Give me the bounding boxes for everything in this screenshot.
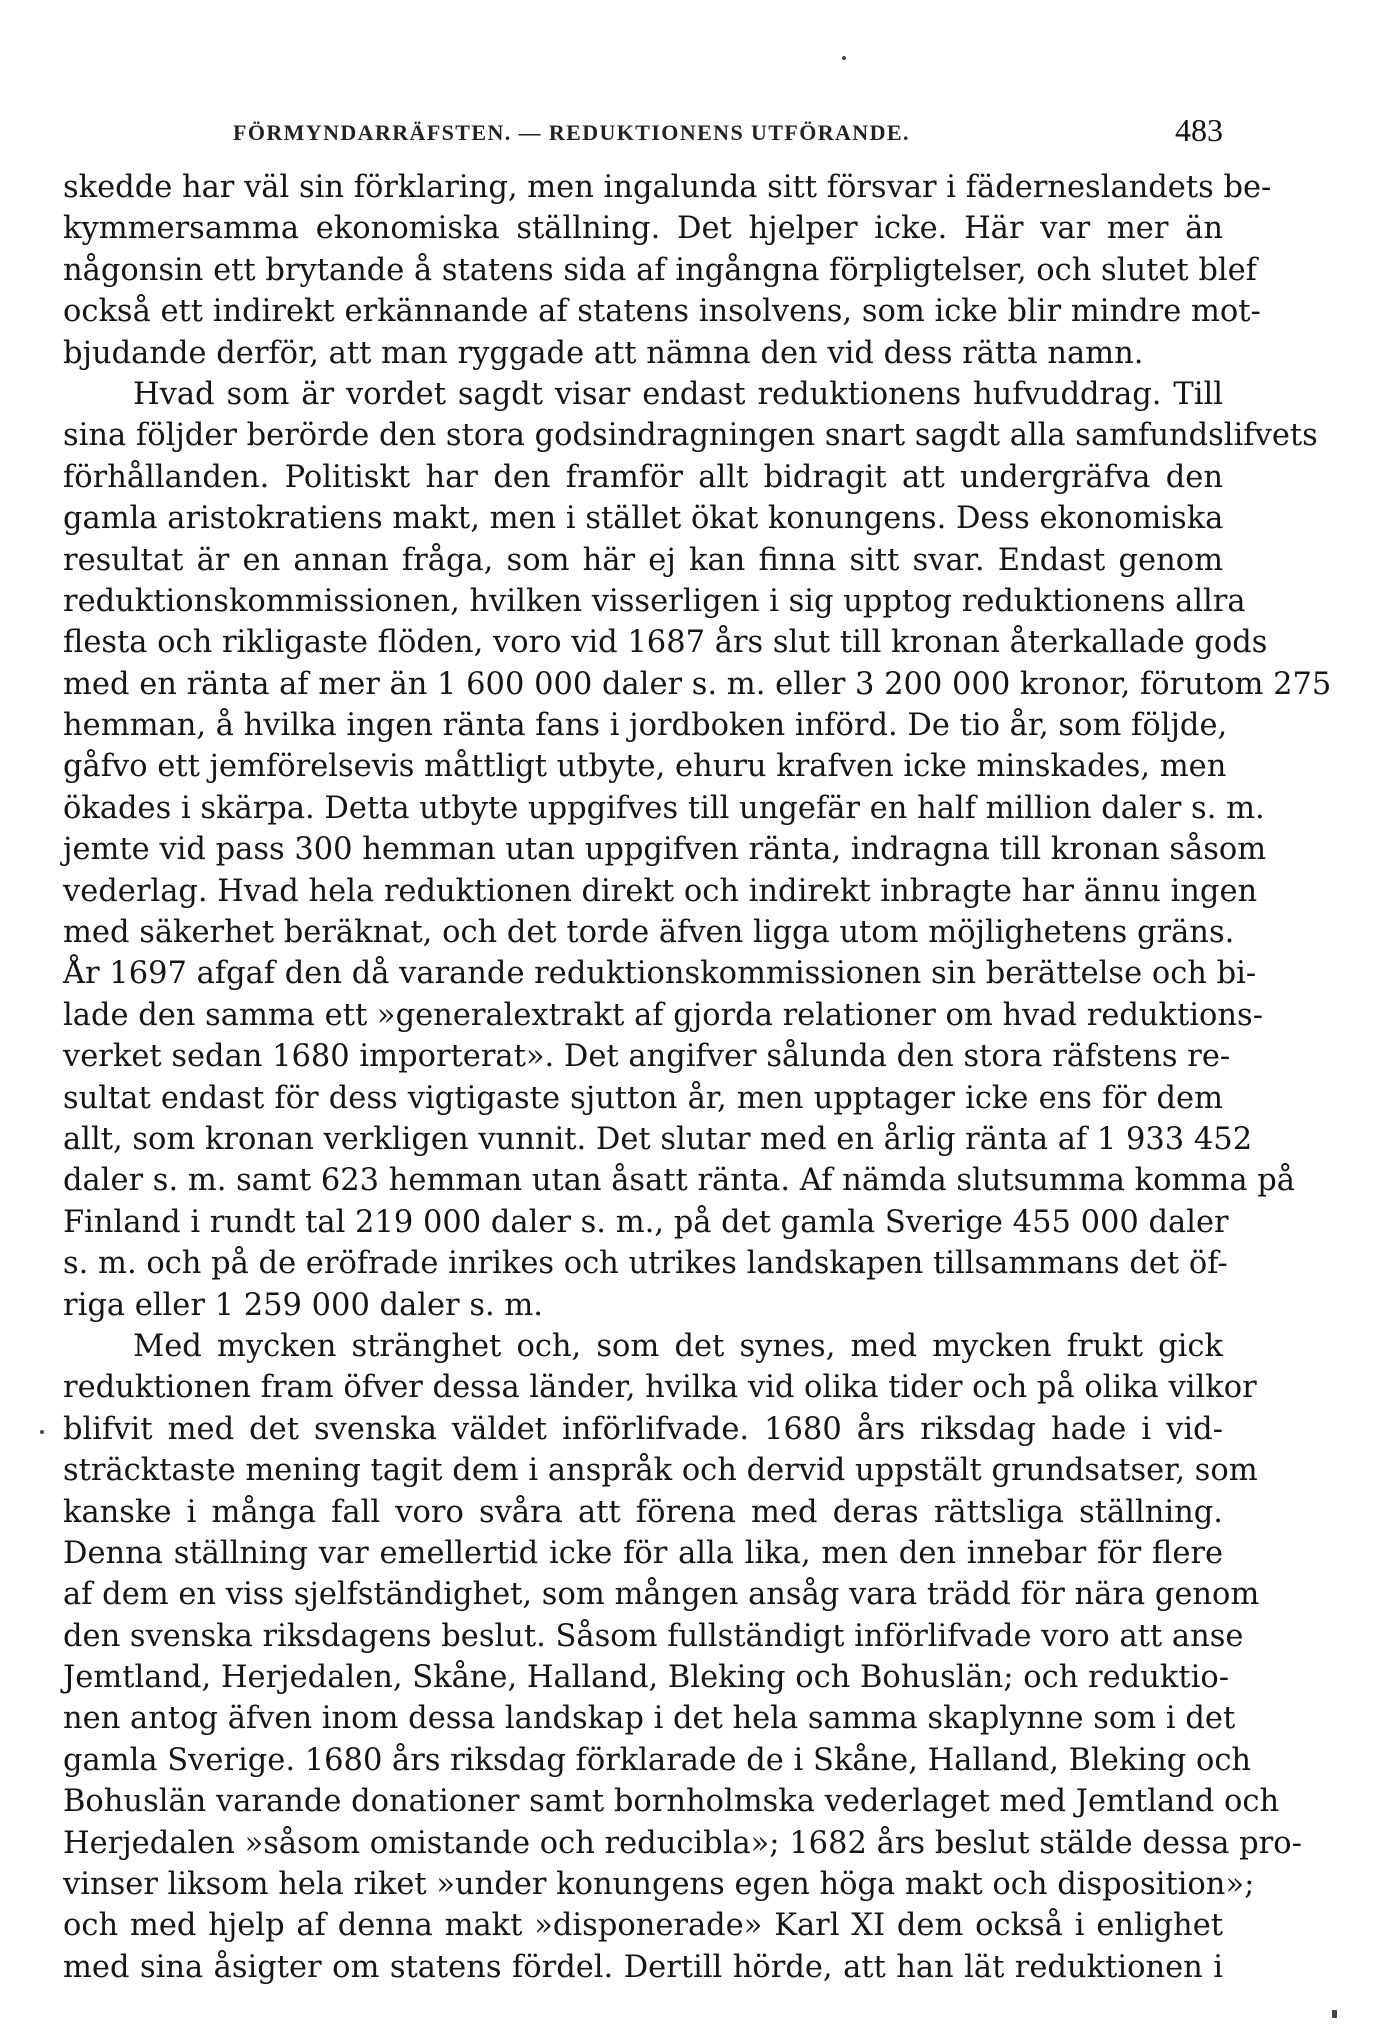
text-line: Bohuslän varande donationer samt bornholmska vederlaget med Jemtland och xyxy=(63,1784,1280,1820)
text-line: sultat endast för dess vigtigaste sjutton år, men upptager icke ens för dem xyxy=(63,1080,1223,1116)
text-line: med säkerhet beräknat, och det torde äfven ligga utom möjlighetens gräns. xyxy=(63,915,1235,951)
text-line: verket sedan 1680 importerat». Det angifver sålunda den stora räfstens re- xyxy=(63,1039,1231,1075)
text-line: Denna ställning var emellertid icke för alla lika, men den innebar för flere xyxy=(63,1535,1223,1571)
text-line: ökades i skärpa. Detta utbyte uppgifves till ungefär en half million daler s. m. xyxy=(63,790,1265,826)
text-line: gamla aristokratiens makt, men i stället ökat konungens. Dess ekonomiska xyxy=(63,501,1224,537)
text-line: Herjedalen »såsom omistande och reducibla»; 1682 års beslut stälde dessa pro- xyxy=(63,1825,1302,1861)
running-title: FÖRMYNDARRÄFSTEN. — REDUKTIONENS UTFÖRANDE. xyxy=(233,120,910,145)
text-line: sträcktaste mening tagit dem i anspråk och dervid uppstält grundsatser, som xyxy=(63,1453,1258,1489)
text-line: den svenska riksdagens beslut. Såsom fullständigt införlifvade voro att anse xyxy=(63,1618,1244,1654)
running-header xyxy=(63,112,1223,152)
text-line: Hvad som är vordet sagdt visar endast reduktionens hufvuddrag. Till xyxy=(133,376,1223,412)
text-line: sina följder berörde den stora godsindragningen snart sagdt alla samfundslifvets xyxy=(63,418,1318,454)
text-line: reduktionskommissionen, hvilken visserligen i sig upptog reduktionens allra xyxy=(63,583,1246,619)
text-line: också ett indirekt erkännande af statens insolvens, som icke blir mindre mot- xyxy=(63,294,1261,330)
text-line: Jemtland, Herjedalen, Skåne, Halland, Bleking och Bohuslän; och reduktio- xyxy=(63,1660,1230,1696)
text-line: någonsin ett brytande å statens sida af ingångna förpligtelser, och slutet blef xyxy=(63,252,1257,288)
text-line: af dem en viss sjelfständighet, som mången ansåg vara trädd för nära genom xyxy=(63,1577,1260,1613)
text-line: Med mycken stränghet och, som det synes, med mycken frukt gick xyxy=(133,1328,1223,1364)
stray-dot-mark xyxy=(40,1430,44,1434)
text-line: daler s. m. samt 623 hemman utan åsatt ränta. Af nämda slutsumma komma på xyxy=(63,1163,1295,1199)
text-line: gåfvo ett jemförelsevis måttligt utbyte, ehuru krafven icke minskades, men xyxy=(63,749,1227,785)
text-line: vinser liksom hela riket »under konungens egen höga makt och disposition»; xyxy=(63,1867,1255,1903)
text-line: resultat är en annan fråga, som här ej kan finna sitt svar. Endast genom xyxy=(63,542,1223,578)
text-line: med sina åsigter om statens fördel. Dertill hörde, att han lät reduktionen i xyxy=(63,1949,1223,1985)
text-line: vederlag. Hvad hela reduktionen direkt och indirekt inbragte har ännu ingen xyxy=(63,873,1258,909)
text-line: bjudande derför, att man ryggade att nämna den vid dess rätta namn. xyxy=(63,335,1144,371)
text-line: jemte vid pass 300 hemman utan uppgifven ränta, indragna till kronan såsom xyxy=(63,832,1267,868)
text-line: År 1697 afgaf den då varande reduktionskommissionen sin berättelse och bi- xyxy=(63,956,1257,992)
text-line: flesta och rikligaste flöden, voro vid 1687 års slut till kronan återkallade gods xyxy=(63,625,1268,661)
text-line: s. m. och på de eröfrade inrikes och utrikes landskapen tillsammans det öf- xyxy=(63,1246,1228,1282)
text-line: allt, som kronan verkligen vunnit. Det slutar med en årlig ränta af 1 933 452 xyxy=(63,1121,1253,1157)
text-line: riga eller 1 259 000 daler s. m. xyxy=(63,1287,543,1323)
text-line: gamla Sverige. 1680 års riksdag förklarade de i Skåne, Halland, Bleking och xyxy=(63,1742,1252,1778)
text-line: och med hjelp af denna makt »disponerade» Karl XI dem också i enlighet xyxy=(63,1908,1223,1944)
stray-dot-mark xyxy=(842,56,846,60)
text-line: skedde har väl sin förklaring, men ingalunda sitt försvar i fäderneslandets be- xyxy=(63,170,1272,205)
body-text xyxy=(63,167,1332,1988)
text-line: reduktionen fram öfver dessa länder, hvilka vid olika tider och på olika vilkor xyxy=(63,1370,1257,1406)
text-line: kymmersamma ekonomiska ställning. Det hjelper icke. Här var mer än xyxy=(63,211,1223,247)
text-line: Finland i rundt tal 219 000 daler s. m., på det gamla Sverige 455 000 daler xyxy=(63,1204,1229,1240)
text-line: förhållanden. Politiskt har den framför allt bidragit att undergräfva den xyxy=(63,459,1223,495)
text-line: hemman, å hvilka ingen ränta fans i jordboken införd. De tio år, som följde, xyxy=(63,708,1228,744)
text-line: lade den samma ett »generalextrakt af gjorda relationer om hvad reduktions- xyxy=(63,997,1263,1033)
text-line: nen antog äfven inom dessa landskap i det hela samma skaplynne som i det xyxy=(63,1701,1236,1737)
text-line: kanske i många fall voro svåra att förena med deras rättsliga ställning. xyxy=(63,1494,1223,1530)
stray-dot-mark xyxy=(1332,2010,1337,2018)
text-line: blifvit med det svenska väldet införlifvade. 1680 års riksdag hade i vid- xyxy=(63,1411,1223,1447)
text-line: med en ränta af mer än 1 600 000 daler s. m. eller 3 200 000 kronor, förutom 275 xyxy=(63,666,1332,702)
page-number: 483 xyxy=(1175,112,1223,148)
